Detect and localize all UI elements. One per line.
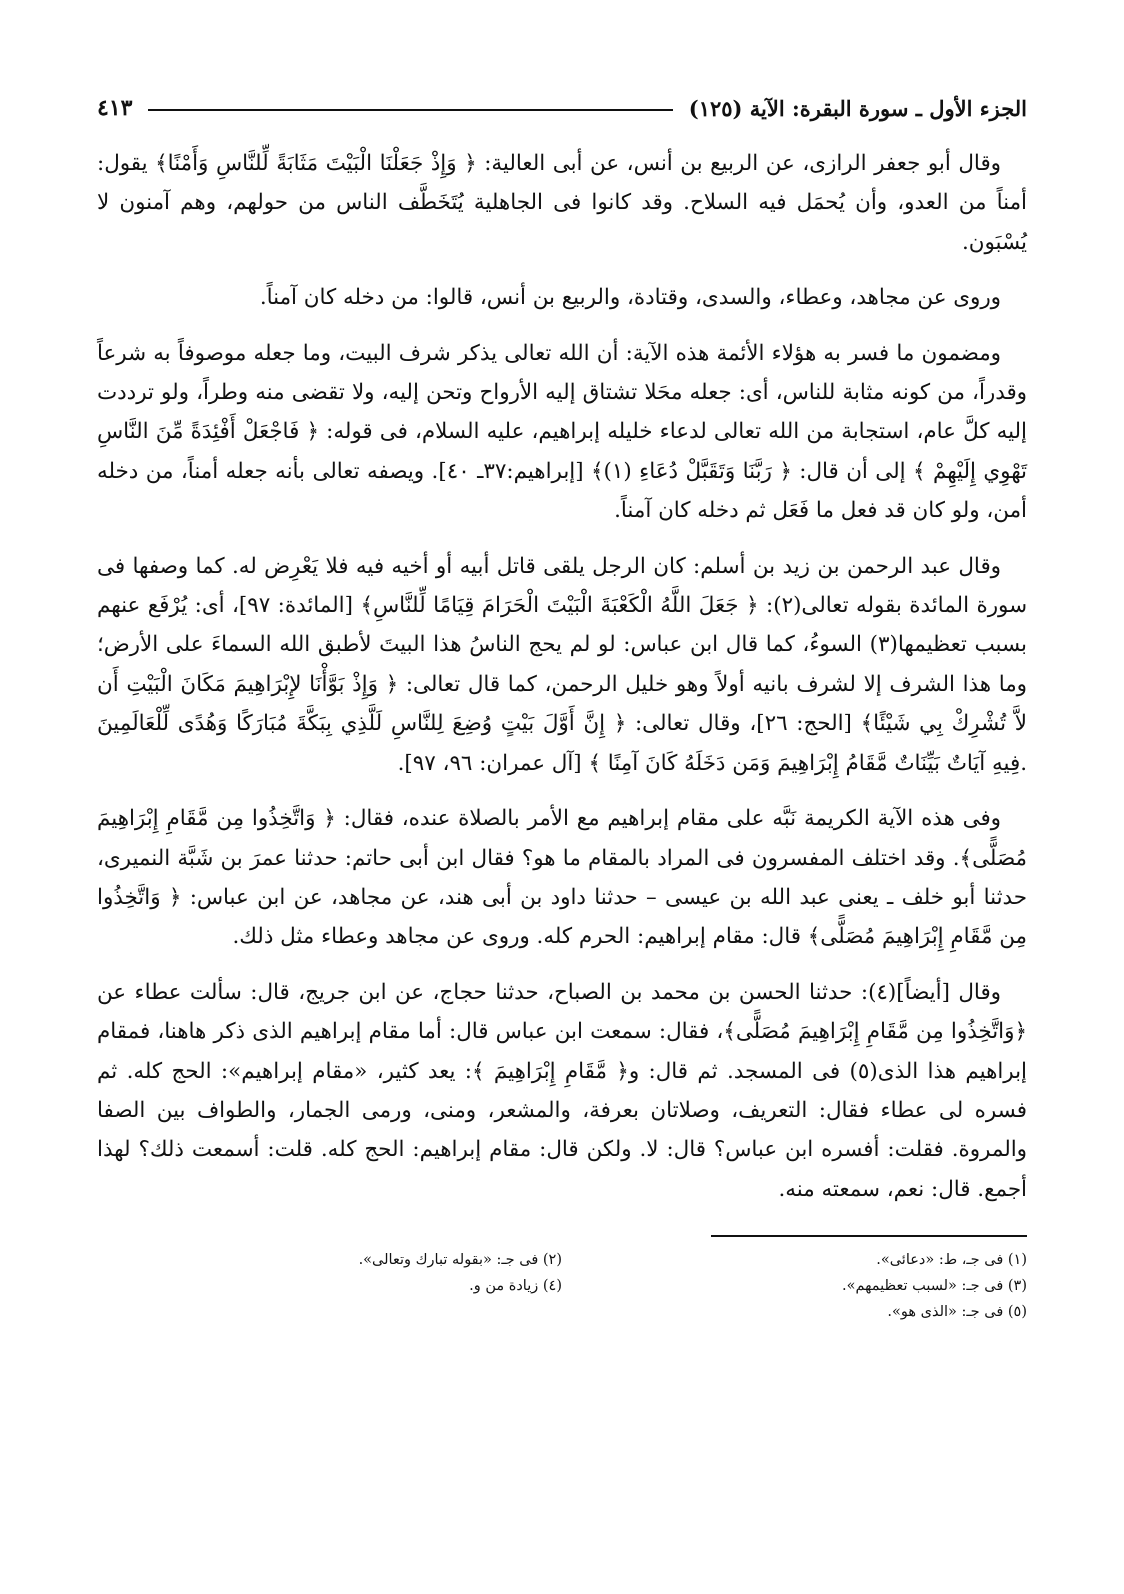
main-text xyxy=(97,144,1027,1209)
header-title: الجزء الأول ـ سورة البقرة: الآية (١٢٥) xyxy=(688,95,1027,121)
paragraph xyxy=(97,334,1027,531)
footnote-separator-wrap xyxy=(97,1225,1027,1237)
footnote: (٤) زيادة من و. xyxy=(469,1278,562,1295)
book-page xyxy=(97,88,1027,1325)
footnote-separator xyxy=(711,1235,1027,1237)
paragraph-text: ومضمون ما فسر به هؤلاء الأئمة هذه الآية: أن الله تعالى يذكر شرف البيت، وما جعله موصوفاً به شرعاً وقدراً، من كونه مثابة للناس، أى: جعله محَلا تشتاق إليه الأرواح وتحن إليه، ولا تقضى منه وطراً، ولو ترددت إليه كلَّ عام، استجابة من الله تعالى لدعاء خليله إبراهيم، عليه السلام، فى قوله: ﴿ فَاجْعَلْ أَفْئِدَةً مِّنَ النَّاسِ تَهْوِي إِلَيْهِمْ ﴾ إلى أن قال: ﴿ رَبَّنَا وَتَقَبَّلْ دُعَاءِ (١)﴾ [إبراهيم:٣٧ـ ٤٠]. ويصفه تعالى بأنه جعله أمناً، من دخله أمن، ولو كان قد فعل ما فَعَل ثم دخله كان آمناً. xyxy=(97,340,1028,524)
paragraph xyxy=(97,973,1027,1209)
paragraph-text: وقال أبو جعفر الرازى، عن الربيع بن أنس، عن أبى العالية: ﴿ وَإِذْ جَعَلْنَا الْبَيْتَ مَثَابَةً لِّلنَّاسِ وَأَمْنًا﴾ يقول: أمناً من العدو، وأن يُحمَل فيه السلاح. وقد كانوا فى الجاهلية يُتَخَطَّف الناس من حولهم، وهم آمنون لا يُسْبَون. xyxy=(97,151,1027,255)
footnote: (١) فى جـ، ط: «دعائى». xyxy=(876,1252,1027,1269)
paragraph xyxy=(97,144,1027,262)
footnote: (٢) فى جـ: «بقوله تبارك وتعالى». xyxy=(358,1252,562,1269)
paragraph xyxy=(97,799,1027,957)
footnote: (٥) فى جـ: «الذى هو». xyxy=(887,1304,1027,1321)
paragraph-text: وقال [أيضاً](٤): حدثنا الحسن بن محمد بن الصباح، حدثنا حجاج، عن ابن جريج، قال: سألت عطاء عن ﴿وَاتَّخِذُوا مِن مَّقَامِ إِبْرَاهِيمَ مُصَلًّى﴾، فقال: سمعت ابن عباس قال: أما مقام إبراهيم الذى ذكر هاهنا، فمقام إبراهيم هذا الذى(٥) فى المسجد. ثم قال: و﴿ مَّقَامِ إِبْرَاهِيمَ ﴾: يعد كثير، «مقام إبراهيم»: الحج كله. ثم فسره لى عطاء فقال: التعريف، وصلاتان بعرفة، والمشعر، ومنى، ورمى الجمار، والطواف بين الصفا والمروة. فقلت: أفسره ابن عباس؟ قال: لا. ولكن قال: مقام إبراهيم: الحج كله. قلت: أسمعت ذلك؟ لهذا أجمع. قال: نعم، سمعته منه. xyxy=(97,979,1027,1202)
paragraph xyxy=(97,278,1027,317)
paragraph xyxy=(97,547,1027,783)
footnote: (٣) فى جـ: «لسبب تعظيمهم». xyxy=(841,1278,1027,1295)
running-header xyxy=(97,88,1027,128)
paragraph-text: وقال عبد الرحمن بن زيد بن أسلم: كان الرجل يلقى قاتل أبيه أو أخيه فيه فلا يَعْرِض له. كما وصفها فى سورة المائدة بقوله تعالى(٢): ﴿ جَعَلَ اللَّهُ الْكَعْبَةَ الْبَيْتَ الْحَرَامَ قِيَامًا لِّلنَّاسِ﴾ [المائدة: ٩٧]، أى: يُرْفَع عنهم بسبب تعظيمها(٣) السوءُ، كما قال ابن عباس: لو لم يحج الناسُ هذا البيتَ لأطبق الله السماءَ على الأرض؛ وما هذا الشرف إلا لشرف بانيه أولاً وهو خليل الرحمن، كما قال تعالى: ﴿ وَإِذْ بَوَّأْنَا لإِبْرَاهِيمَ مَكَانَ الْبَيْتِ أَن لاَّ تُشْرِكْ بِي شَيْئًا﴾ [الحج: ٢٦]، وقال تعالى: ﴿ إِنَّ أَوَّلَ بَيْتٍ وُضِعَ لِلنَّاسِ لَلَّذِي بِبَكَّةَ مُبَارَكًا وَهُدًى لِّلْعَالَمِينَ .فِيهِ آيَاتٌ بَيِّنَاتٌ مَّقَامُ إِبْرَاهِيمَ وَمَن دَخَلَهُ كَانَ آمِنًا ﴾ [آل عمران: ٩٦، ٩٧]. xyxy=(97,553,1028,776)
header-rule xyxy=(148,109,672,111)
paragraph-text: وفى هذه الآية الكريمة نَبَّه على مقام إبراهيم مع الأمر بالصلاة عنده، فقال: ﴿ وَاتَّخِذُوا مِن مَّقَامِ إِبْرَاهِيمَ مُصَلًّى﴾. وقد اختلف المفسرون فى المراد بالمقام ما هو؟ فقال ابن أبى حاتم: حدثنا عمرَ بن شَبَّة النميرى، حدثنا أبو خلف ـ يعنى عبد الله بن عيسى – حدثنا داود بن أبى هند، عن مجاهد، عن ابن عباس: ﴿ وَاتَّخِذُوا مِن مَّقَامِ إِبْرَاهِيمَ مُصَلًّى﴾ قال: مقام إبراهيم: الحرم كله. وروى عن مجاهد وعطاء مثل ذلك. xyxy=(97,806,1027,950)
footnotes xyxy=(97,1247,1027,1325)
page-number: ٤١٣ xyxy=(97,95,133,121)
paragraph-text: وروى عن مجاهد، وعطاء، والسدى، وقتادة، والربيع بن أنس، قالوا: من دخله كان آمناً. xyxy=(259,285,1001,311)
